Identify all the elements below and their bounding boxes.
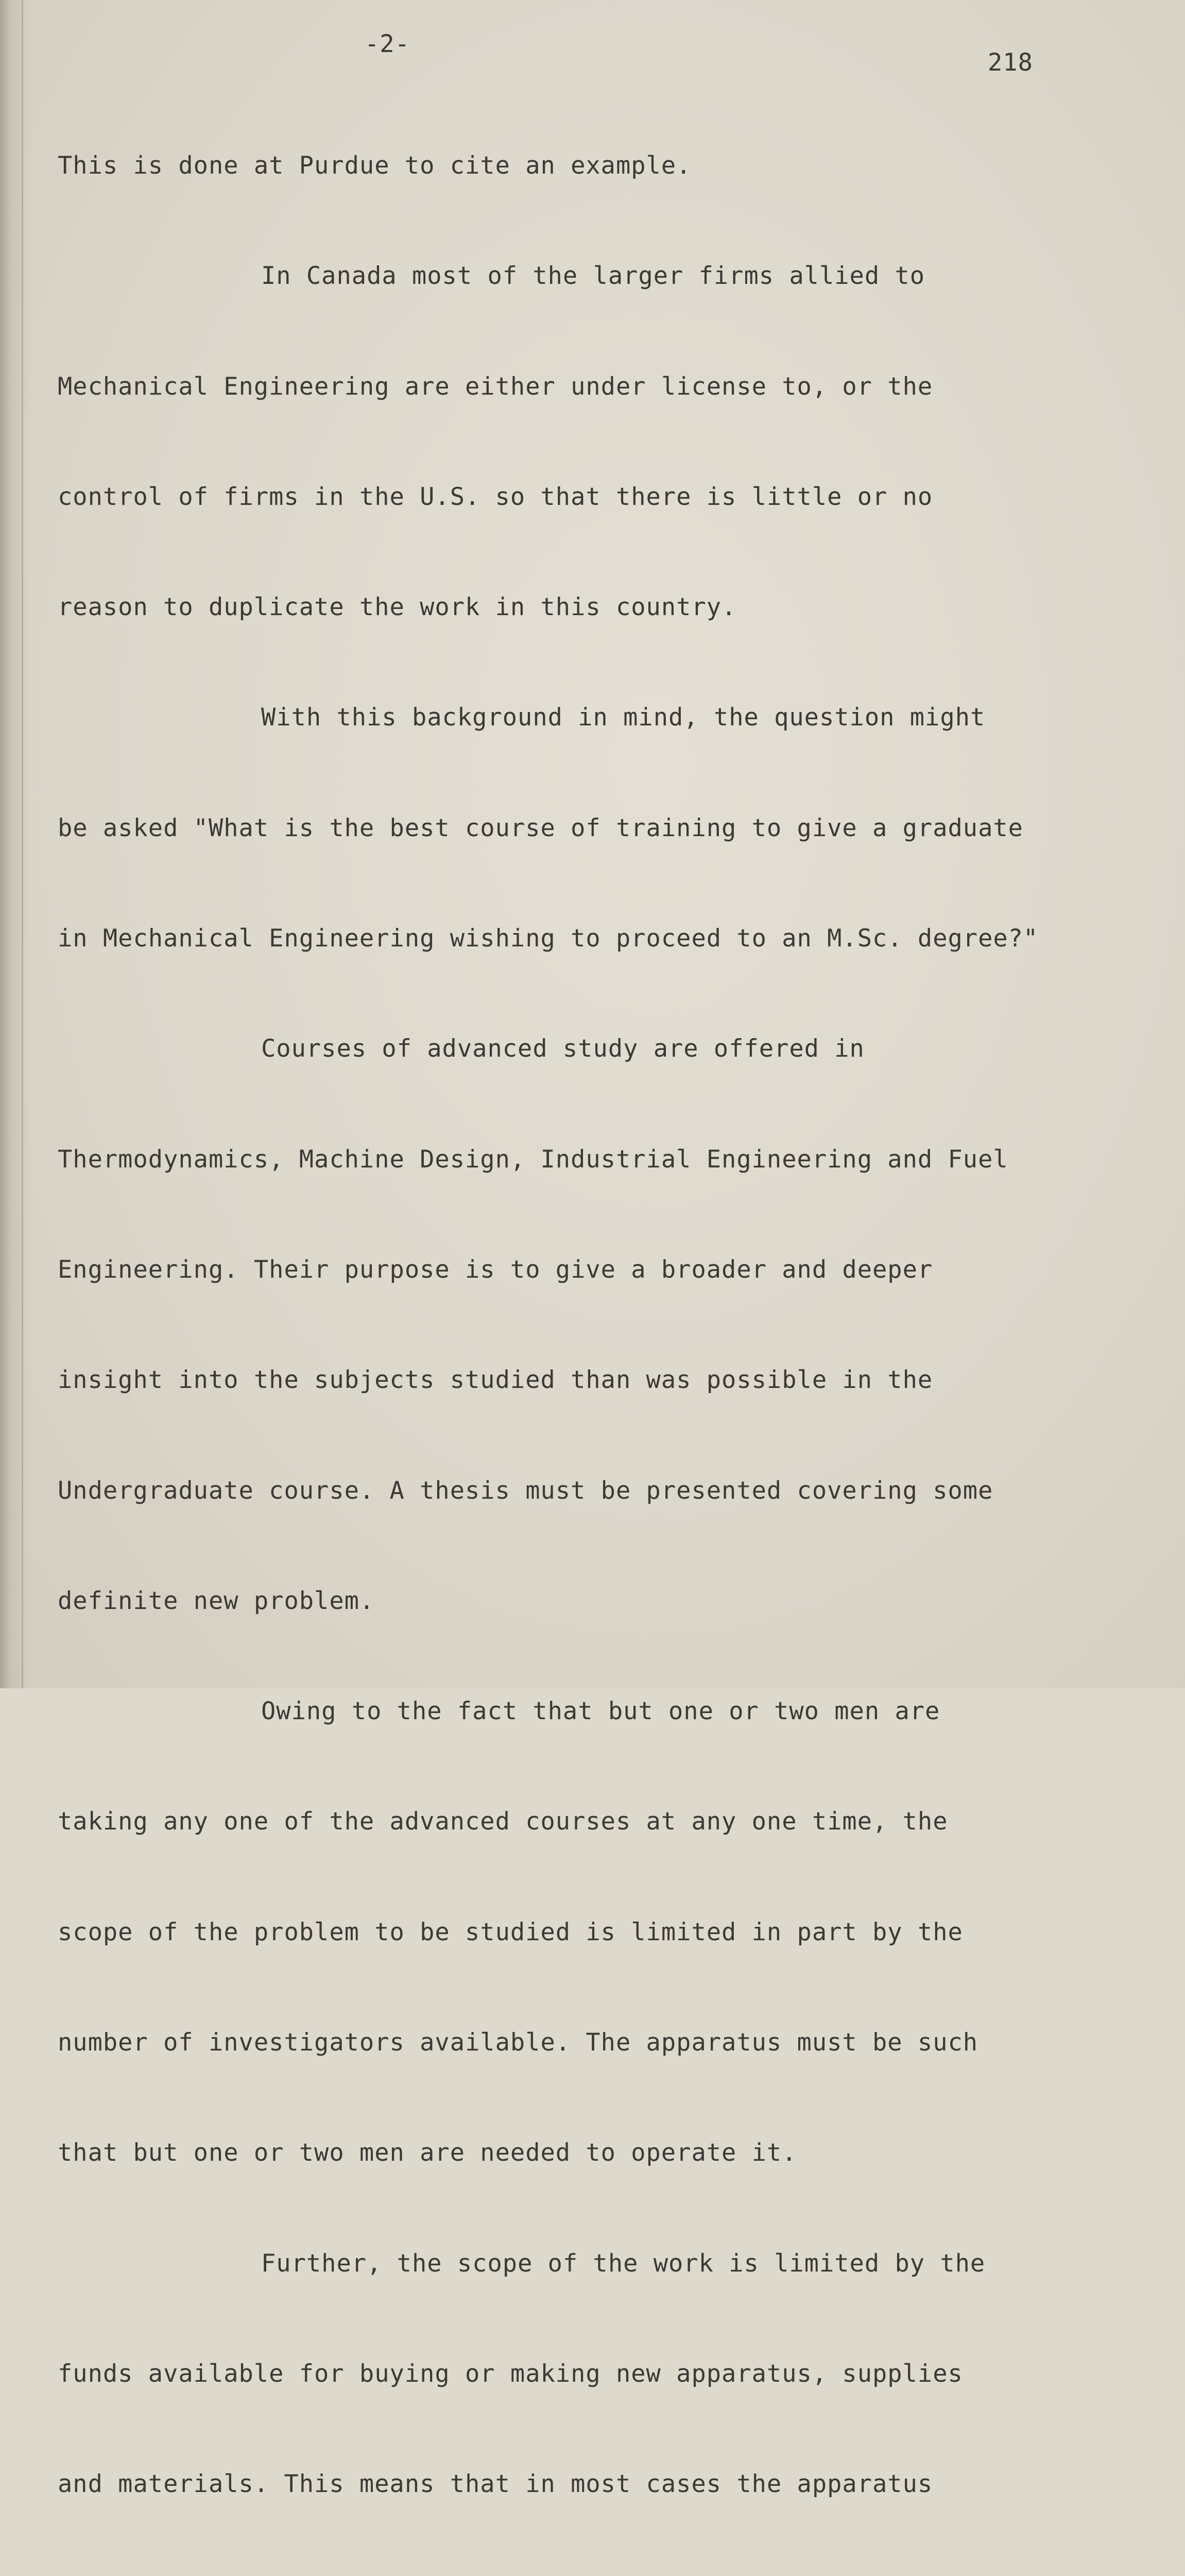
text-line: Owing to the fact that but one or two men are bbox=[261, 1697, 940, 1726]
text-line: Undergraduate course. A thesis must be presented covering some bbox=[58, 1476, 993, 1505]
text-line: control of firms in the U.S. so that there is little or no bbox=[58, 482, 933, 511]
text-line: taking any one of the advanced courses at any one time, the bbox=[58, 1807, 948, 1836]
text-line: With this background in mind, the question might bbox=[261, 703, 986, 732]
binding-shadow bbox=[0, 0, 31, 1688]
text-line: reason to duplicate the work in this country. bbox=[58, 593, 737, 622]
text-line: This is done at Purdue to cite an example. bbox=[58, 151, 692, 180]
text-line: number of investigators available. The apparatus must be such bbox=[58, 2028, 978, 2057]
body-text bbox=[58, 82, 1038, 2576]
binding-edge bbox=[22, 0, 23, 1688]
text-line: and materials. This means that in most cases the apparatus bbox=[58, 2470, 933, 2499]
text-line: in Mechanical Engineering wishing to proceed to an M.Sc. degree?" bbox=[58, 924, 1039, 953]
text-line: In Canada most of the larger firms allied to bbox=[261, 262, 925, 291]
text-line: Thermodynamics, Machine Design, Industrial Engineering and Fuel bbox=[58, 1145, 1008, 1174]
page-number: 218 bbox=[988, 48, 1033, 77]
text-line: definite new problem. bbox=[58, 1586, 375, 1615]
text-line bbox=[58, 2568, 1038, 2576]
text-line: Mechanical Engineering are either under license to, or the bbox=[58, 372, 933, 401]
text-line: Courses of advanced study are offered in bbox=[261, 1035, 865, 1063]
text-line: scope of the problem to be studied is limited in part by the bbox=[58, 1918, 963, 1946]
page-marker: -2- bbox=[365, 30, 410, 58]
text-line: be asked "What is the best course of training to give a graduate bbox=[58, 814, 1023, 842]
text-line: Further, the scope of the work is limited by the bbox=[261, 2249, 986, 2278]
text-line: that but one or two men are needed to operate it. bbox=[58, 2139, 797, 2167]
text-line: insight into the subjects studied than was possible in the bbox=[58, 1366, 933, 1395]
text-line: funds available for buying or making new apparatus, supplies bbox=[58, 2359, 963, 2388]
text-line: Engineering. Their purpose is to give a broader and deeper bbox=[58, 1255, 933, 1284]
